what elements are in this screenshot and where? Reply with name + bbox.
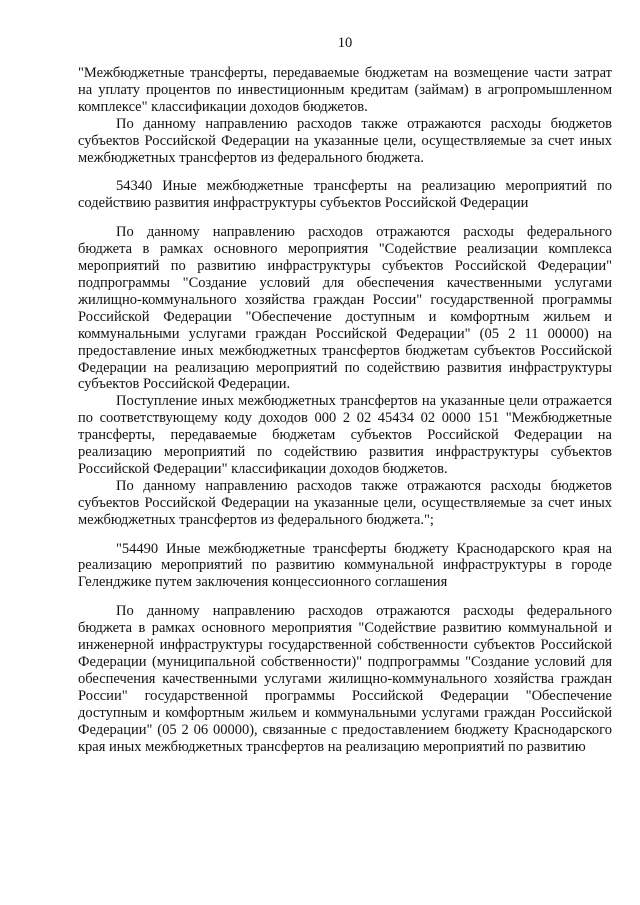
paragraph-1: "Межбюджетные трансферты, передаваемые бюджетам на возмещение части затрат на уплату процентов по инвестиционным кредитам (займам) в агропромышленном комплексе" классификации доходов бюджетов. [78,65,612,115]
paragraph-4: По данному направлению расходов отражаются расходы федерального бюджета в рамках основного мероприятия "Содействие реализации комплекса мероприятий по развитию инфраструктуры субъектов Российской Федерации" подпрограммы "Создание условий для обеспечения качественными услугами жилищно-коммунального хозяйства граждан России" государственной программы Российской Федерации "Обеспечение доступным и комфортным жильем и коммунальными услугами граждан Российской Федерации" (05 2 11 00000) на предоставление иных межбюджетных трансфертов бюджетам субъектов Российской Федерации на реализацию мероприятий по содействию развития инфраструктуры субъектов Российской Федерации. [78,224,612,393]
paragraph-2: По данному направлению расходов также отражаются расходы бюджетов субъектов Российской Федерации на указанные цели, осуществляемые за счет иных межбюджетных трансфертов из федерального бюджета. [78,115,612,166]
paragraph-gap [78,212,612,224]
paragraph-5: Поступление иных межбюджетных трансфертов на указанные цели отражается по соответствующему коду доходов 000 2 02 45434 02 0000 151 "Межбюджетные трансферты, передаваемые бюджетам субъектов Российской Федерации на реализацию мероприятий по содействию развития инфраструктуры субъектов Российской Федерации" классификации доходов бюджетов. [78,393,612,477]
section-heading-54340: 54340 Иные межбюджетные трансферты на реализацию мероприятий по содействию развития инфраструктуры субъектов Российской Федерации [78,178,612,212]
document-page [78,34,612,755]
section-heading-54490: "54490 Иные межбюджетные трансферты бюджету Краснодарского края на реализацию мероприятий по развитию коммунальной инфраструктуры в городе Геленджике путем заключения концессионного соглашения [78,540,612,591]
page-number: 10 [337,35,353,51]
paragraph-gap [78,166,612,178]
paragraph-gap [78,591,612,603]
paragraph-6: По данному направлению расходов также отражаются расходы бюджетов субъектов Российской Федерации на указанные цели, осуществляемые за счет иных межбюджетных трансфертов из федерального бюджета."; [78,477,612,528]
paragraph-8: По данному направлению расходов отражаются расходы федерального бюджета в рамках основного мероприятия "Содействие развитию коммунальной и инженерной инфраструктуры государственной собственности субъектов Российской Федерации (муниципальной собственности)" подпрограммы "Создание условий для обеспечения качественными услугами жилищно-коммунального хозяйства граждан России" государственной программы Российской Федерации "Обеспечение доступным и комфортным жильем и коммунальными услугами граждан Российской Федерации" (05 2 06 00000), связанные с предоставлением бюджету Краснодарского края иных межбюджетных трансфертов на реализацию мероприятий по развитию [78,603,612,755]
paragraph-gap [78,529,612,541]
